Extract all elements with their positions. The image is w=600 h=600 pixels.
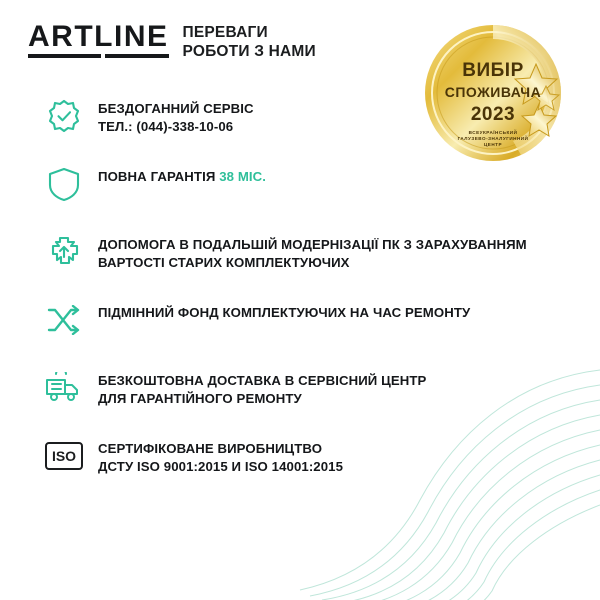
- feature-replacement-fund-line-1: ПІДМІННИЙ ФОНД КОМПЛЕКТУЮЧИХ НА ЧАС РЕМОНТУ: [98, 305, 471, 320]
- feature-certification-text: [98, 436, 343, 476]
- iso-label: ISO: [45, 442, 83, 470]
- badge-fine-print-line-1: ВСЕУКРАЇНСЬКИЙ: [468, 130, 518, 135]
- check-badge-icon: [44, 96, 84, 136]
- badge-subtitle: СПОЖИВАЧА: [444, 84, 542, 100]
- feature-upgrade: [0, 232, 600, 276]
- feature-delivery-text: [98, 368, 426, 408]
- shield-icon: [44, 164, 84, 204]
- tagline-line-1: ПЕРЕВАГИ: [182, 24, 268, 41]
- brand-logo: [28, 22, 169, 58]
- feature-delivery-line-2: ДЛЯ ГАРАНТІЙНОГО РЕМОНТУ: [98, 391, 302, 406]
- badge-fine-print: [418, 130, 568, 148]
- feature-service-line-2: ТЕЛ.: (044)-338-10-06: [98, 119, 234, 134]
- award-badge: [418, 22, 568, 172]
- logo-underline-gap: [101, 54, 105, 58]
- brand-name: ARTLINE: [28, 20, 169, 53]
- feature-certification-line-2: ДСТУ ISO 9001:2015 И ISO 14001:2015: [98, 459, 344, 474]
- feature-delivery: [0, 368, 600, 412]
- feature-certification: [0, 436, 600, 480]
- feature-warranty-line-1: ПОВНА ГАРАНТІЯ: [98, 169, 220, 184]
- feature-warranty-accent: 38 МІС.: [219, 169, 267, 184]
- feature-warranty-text: [98, 164, 266, 186]
- logo-underline: [28, 54, 169, 58]
- feature-delivery-line-1: БЕЗКОШТОВНА ДОСТАВКА В СЕРВІСНИЙ ЦЕНТР: [98, 373, 427, 388]
- feature-replacement-fund-text: [98, 300, 470, 322]
- badge-title: ВИБІР: [462, 60, 524, 81]
- feature-upgrade-line-1: ДОПОМОГА В ПОДАЛЬШІЙ МОДЕРНІЗАЦІЇ ПК З ЗАРАХУВАННЯМ: [98, 237, 527, 252]
- feature-replacement-fund: [0, 300, 600, 344]
- header: [28, 22, 316, 61]
- feature-service-line-1: БЕЗДОГАННИЙ СЕРВІС: [98, 101, 254, 116]
- iso-certificate-icon: [44, 436, 84, 476]
- badge-fine-print-line-3: ЦЕНТР: [483, 142, 503, 147]
- badge-fine-print-line-2: ГАЛУЗЕВО-ЗНАЛУГИННИЙ: [457, 136, 529, 141]
- feature-service-text: [98, 96, 254, 136]
- upgrade-arrow-icon: [44, 232, 84, 272]
- badge-year: 2023: [470, 104, 516, 125]
- feature-upgrade-line-2: ВАРТОСТІ СТАРИХ КОМПЛЕКТУЮЧИХ: [98, 255, 350, 270]
- tagline-line-2: РОБОТИ З НАМИ: [182, 43, 316, 60]
- feature-upgrade-text: [98, 232, 527, 272]
- shuffle-icon: [44, 300, 84, 340]
- page-title: [183, 23, 316, 61]
- delivery-truck-icon: [44, 368, 84, 408]
- feature-certification-line-1: СЕРТИФІКОВАНЕ ВИРОБНИЦТВО: [98, 441, 323, 456]
